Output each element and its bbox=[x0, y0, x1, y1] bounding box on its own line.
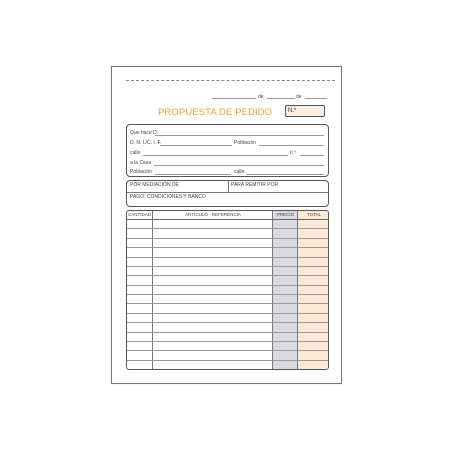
calle-label-1: calle bbox=[130, 150, 141, 156]
que-hace-line[interactable] bbox=[155, 135, 324, 136]
box-divider-vertical bbox=[228, 181, 229, 192]
table-row-line bbox=[127, 313, 328, 314]
calle-label-2: calle bbox=[234, 169, 245, 175]
header-precio: PRECIO bbox=[276, 212, 295, 217]
table-row-line bbox=[127, 247, 328, 248]
header-cantidad: CANTIDAD bbox=[127, 212, 151, 217]
table-row-line bbox=[127, 350, 328, 351]
casa-label: a la Casa bbox=[130, 160, 152, 166]
order-form-sheet bbox=[111, 66, 342, 384]
table-row-line bbox=[127, 341, 328, 342]
poblacion-label-2: Población bbox=[130, 169, 152, 175]
table-row-line bbox=[127, 257, 328, 258]
header-articulo: ARTÍCULO - REFERENCIA bbox=[185, 212, 241, 217]
date-day-line bbox=[212, 98, 256, 99]
table-row-line bbox=[127, 275, 328, 276]
total-column-shade bbox=[298, 211, 329, 369]
table-row-line bbox=[127, 266, 328, 267]
calle-line-1[interactable] bbox=[143, 155, 288, 156]
header-total: TOTAL bbox=[306, 212, 322, 217]
mediacion-label: POR MEDIACIÓN DE bbox=[130, 182, 179, 188]
pago-label: PAGO: CONDICIONES Y BANCO bbox=[130, 194, 206, 200]
remitir-label: PARA REMITIR POR bbox=[231, 182, 279, 188]
precio-column-shade bbox=[273, 211, 297, 369]
box-divider-horizontal bbox=[127, 192, 328, 193]
dni-label: D. N. I./C. I. F. bbox=[130, 140, 162, 146]
table-row-line bbox=[127, 238, 328, 239]
date-year-line bbox=[305, 98, 327, 99]
order-number-box[interactable] bbox=[285, 105, 325, 117]
poblacion-line-1[interactable] bbox=[259, 145, 324, 146]
date-de-label-1: de bbox=[258, 94, 264, 100]
poblacion-line-2[interactable] bbox=[155, 174, 231, 175]
table-row-line bbox=[127, 332, 328, 333]
delivery-payment-box bbox=[126, 180, 329, 207]
que-hace-label: Que hace D. bbox=[130, 130, 159, 136]
column-divider bbox=[297, 211, 298, 369]
numero-line[interactable] bbox=[300, 155, 324, 156]
table-row-line bbox=[127, 294, 328, 295]
casa-line[interactable] bbox=[154, 165, 324, 166]
column-divider bbox=[272, 211, 273, 369]
table-row-line bbox=[127, 322, 328, 323]
date-month-line bbox=[267, 98, 295, 99]
table-row-line bbox=[127, 228, 328, 229]
numero-label: n.º bbox=[290, 150, 296, 156]
date-de-label-2: de bbox=[296, 94, 302, 100]
table-row-line bbox=[127, 360, 328, 361]
table-row-line bbox=[127, 303, 328, 304]
table-row-line bbox=[127, 285, 328, 286]
items-table bbox=[126, 210, 329, 370]
customer-details-box bbox=[126, 124, 329, 177]
dni-line[interactable] bbox=[160, 145, 232, 146]
poblacion-label-1: Población bbox=[234, 140, 256, 146]
calle-line-2[interactable] bbox=[247, 174, 324, 175]
perforation-line bbox=[126, 80, 335, 81]
column-divider bbox=[152, 211, 153, 369]
form-title: PROPUESTA DE PEDIDO bbox=[158, 107, 273, 118]
order-number-label: N.º bbox=[288, 108, 297, 114]
